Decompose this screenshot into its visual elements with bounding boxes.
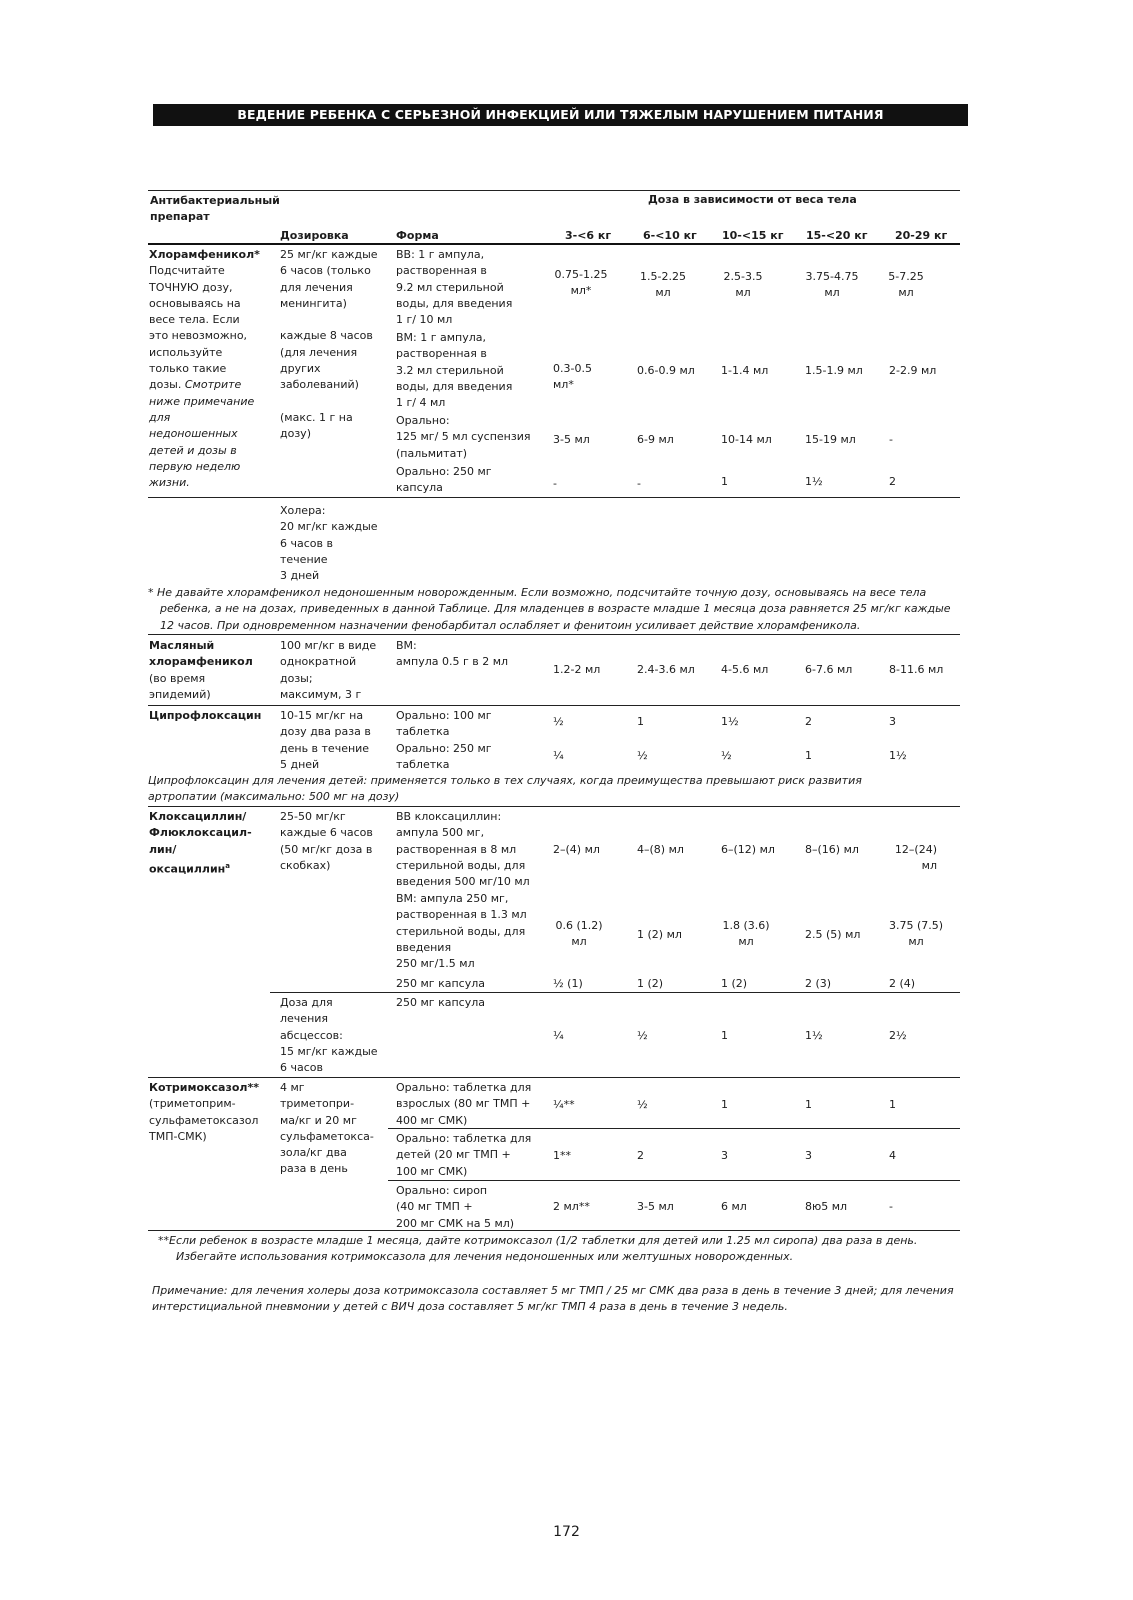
header-weight-2: 6-<10 кг [643,229,697,242]
cotrim-note: Примечание: для лечения холеры доза котримоксазола составляет 5 мг ТМП / 25 мг СМК два раза в день в течение 3 дней; для лечения интерстициальной пневмонии у детей с ВИЧ доза составляет 5 мг/кг ТМП 4 раза в день в течение 3 недель. [152,1284,954,1314]
chloramphenicol-iv-dose-5: 5-7.25 мл [888,270,924,300]
row-rule [388,1180,960,1181]
cotrim-adult-dose-4: 1 [805,1098,812,1111]
chloramphenicol-footnote: * Не давайте хлорамфеникол недоношенным новорожденным. Если возможно, подсчитайте точную дозу, основываясь на весе тела ребенка, а не на дозах, приведенных в данной Таблице. Для младенцев в возрасте младше 1 месяца доза равняется 25 мг/кг каждые 12 часов. При одновременном назначении фенобарбитал ослабляет и фенитоин усиливает действие хлорамфеникола. [148,586,951,632]
chloramphenicol-form-im: ВМ: 1 г ампула, растворенная в 3.2 мл стерильной воды, для введения 1 г/ 4 мл [396,331,513,410]
cipro-dose1-1: ½ [553,715,564,728]
chloramphenicol-iv-dose-1: 0.75-1.25 мл* [554,268,608,298]
cipro-dose2-5: 1½ [889,749,907,762]
chloramphenicol-im-dose-1: 0.3-0.5 мл* [553,362,592,392]
cipro-dose2-4: 1 [805,749,812,762]
cloxa-form-iv: ВВ клоксациллин: ампула 500 мг, растворенная в 8 мл стерильной воды, для введения 500 мг/10 мл [396,810,530,889]
cloxa-abscess-dose-3: 1 [721,1029,728,1042]
cotrim-child-dose-5: 4 [889,1149,896,1162]
page-number: 172 [553,1524,580,1540]
cipro-dose2-1: ¼ [553,749,564,762]
cotrim-form-adult: Орально: таблетка для взрослых (80 мг ТМП + 400 мг СМК) [396,1081,532,1127]
cipro-dose1-2: 1 [637,715,644,728]
cotrim-dosage-cell: 4 мг триметопри- ма/кг и 20 мг сульфаметокса- зола/кг два раза в день [280,1081,374,1176]
chloramphenicol-susp-dose-2: 6-9 мл [637,433,674,446]
header-weight-4: 15-<20 кг [806,229,868,242]
cotrim-child-dose-1: 1** [553,1149,571,1162]
table-top-rule [148,190,960,191]
cotrim-syrup-dose-3: 6 мл [721,1200,747,1213]
cotrim-footnote: **Если ребенок в возрасте младше 1 месяца, дайте котримоксазол (1/2 таблетки для детей или 1.25 мл сиропа) два раза в день. Избегайте использования котримоксазола для лечения недоношенных или желтушных новорожденных. [158,1234,918,1264]
cloxa-caps-dose-2: 1 (2) [637,977,664,990]
chloramphenicol-iv-dose-2: 1.5-2.25 мл [640,270,686,300]
row-rule [148,806,960,807]
oily-dosage-cell: 100 мг/кг в виде однократной дозы; максимум, 3 г [280,639,377,701]
cloxa-abscess-dose-4: 1½ [805,1029,823,1042]
cloxa-abscess-dose-1: ¼ [553,1029,564,1042]
cloxa-im-dose-4: 2.5 (5) мл [805,928,861,941]
cotrim-adult-dose-5: 1 [889,1098,896,1111]
chloramphenicol-form-capsule: Орально: 250 мг капсула [396,465,492,495]
cotrim-form-syrup: Орально: сироп (40 мг ТМП + 200 мг СМК на 5 мл) [396,1184,515,1230]
header-drug: Антибактериальный препарат [150,194,280,224]
header-dose-by-weight: Доза в зависимости от веса тела [648,193,857,206]
oily-form-cell: ВМ: ампула 0.5 г в 2 мл [396,639,509,669]
oily-dose-4: 6-7.6 мл [805,663,853,676]
oily-dose-2: 2.4-3.6 мл [637,663,695,676]
chloramphenicol-iv-dose-4: 3.75-4.75 мл [805,270,859,300]
oily-dose-1: 1.2-2 мл [553,663,601,676]
row-rule [148,634,960,635]
cotrim-child-dose-3: 3 [721,1149,728,1162]
cipro-drug-cell: Ципрофлоксацин [149,709,262,722]
cotrim-form-child: Орально: таблетка для детей (20 мг ТМП + 100 мг СМК) [396,1132,532,1178]
cotrim-syrup-dose-4: 8ю5 мл [805,1200,848,1213]
header-rule [148,243,960,245]
cloxa-abscess-dosage: Доза для лечения абсцессов: 15 мг/кг каждые 6 часов [280,996,378,1075]
cloxa-caps-dose-4: 2 (3) [805,977,832,990]
chloramphenicol-drug-cell: Хлорамфеникол* Подсчитайте ТОЧНУЮ дозу, основываясь на весе тела. Если это невозможно, используйте только такие дозы. Смотрите ниже примечание для недоношенных детей и дозы в первую неделю жизни. [149,248,260,490]
cloxa-caps-dose-3: 1 (2) [721,977,748,990]
header-weight-1: 3-<6 кг [565,229,612,242]
chloramphenicol-susp-dose-5: - [889,433,893,446]
chloramphenicol-susp-dose-3: 10-14 мл [721,433,772,446]
cipro-form-250: Орально: 250 мг таблетка [396,742,492,772]
cloxa-iv-dose-1: 2–(4) мл [553,843,600,856]
cotrim-syrup-dose-2: 3-5 мл [637,1200,674,1213]
cotrim-child-dose-2: 2 [637,1149,644,1162]
chloramphenicol-dosage-cell: 25 мг/кг каждые 6 часов (только для лечения менингита) каждые 8 часов (для лечения других заболеваний) (макс. 1 г на дозу) [280,248,378,441]
cipro-form-100: Орально: 100 мг таблетка [396,709,492,739]
cloxa-iv-dose-3: 6–(12) мл [721,843,775,856]
cloxa-im-dose-5: 3.75 (7.5) мл [888,919,944,949]
cloxa-iv-dose-2: 4–(8) мл [637,843,684,856]
oily-dose-3: 4-5.6 мл [721,663,769,676]
oily-dose-5: 8-11.6 мл [889,663,944,676]
cloxa-im-dose-3: 1.8 (3.6) мл [722,919,770,949]
cipro-dose1-4: 2 [805,715,812,728]
chloramphenicol-caps-dose-1: - [553,477,557,490]
cipro-note: Ципрофлоксацин для лечения детей: применяется только в тех случаях, когда преимущества превышают риск развития артропатии (максимально: 500 мг на дозу) [148,774,862,804]
row-rule [148,497,960,498]
row-rule [388,1128,960,1129]
row-rule [148,1077,960,1078]
chloramphenicol-susp-dose-1: 3-5 мл [553,433,590,446]
cloxa-caps-dose-1: ½ (1) [553,977,583,990]
cipro-dosage-cell: 10-15 мг/кг на дозу два раза в день в течение 5 дней [280,709,371,771]
chloramphenicol-im-dose-4: 1.5-1.9 мл [805,364,863,377]
cotrim-syrup-dose-1: 2 мл** [553,1200,590,1213]
cloxa-caps-dose-5: 2 (4) [889,977,916,990]
header-form: Форма [396,229,439,242]
cloxa-drug-cell: Клоксациллин/ Флюклоксацил- лин/ оксациллин$^a$ [149,810,252,876]
header-dosage: Дозировка [280,229,349,242]
cotrim-adult-dose-3: 1 [721,1098,728,1111]
cotrim-child-dose-4: 3 [805,1149,812,1162]
chloramphenicol-caps-dose-4: 1½ [805,475,823,488]
chloramphenicol-iv-dose-3: 2.5-3.5 мл [723,270,763,300]
page-banner: ВЕДЕНИЕ РЕБЕНКА С СЕРЬЕЗНОЙ ИНФЕКЦИЕЙ ИЛИ ТЯЖЕЛЫМ НАРУШЕНИЕМ ПИТАНИЯ [153,104,968,126]
table-bottom-rule [148,1230,960,1231]
cipro-dose1-5: 3 [889,715,896,728]
chloramphenicol-im-dose-2: 0.6-0.9 мл [637,364,695,377]
cloxa-abscess-dose-5: 2½ [889,1029,907,1042]
chloramphenicol-caps-dose-3: 1 [721,475,728,488]
row-rule [148,705,960,706]
cloxa-abscess-form: 250 мг капсула [396,996,485,1009]
cloxa-form-capsule: 250 мг капсула [396,977,485,990]
cloxa-im-dose-1: 0.6 (1.2) мл [555,919,603,949]
oily-drug-cell: Масляный хлорамфеникол (во время эпидемий) [149,639,253,701]
chloramphenicol-cholera-dosage: Холера: 20 мг/кг каждые 6 часов в течение 3 дней [280,504,378,583]
cloxa-abscess-dose-2: ½ [637,1029,648,1042]
row-rule [270,992,960,993]
cotrim-syrup-dose-5: - [889,1200,893,1213]
cloxa-form-im: ВМ: ампула 250 мг, растворенная в 1.3 мл стерильной воды, для введения 250 мг/1.5 мл [396,892,527,971]
cipro-dose2-3: ½ [721,749,732,762]
chloramphenicol-caps-dose-5: 2 [889,475,896,488]
chloramphenicol-susp-dose-4: 15-19 мл [805,433,856,446]
header-weight-3: 10-<15 кг [722,229,784,242]
chloramphenicol-im-dose-5: 2-2.9 мл [889,364,937,377]
cloxa-iv-dose-5: 12–(24) мл [894,843,937,873]
cotrim-adult-dose-2: ½ [637,1098,648,1111]
header-weight-5: 20-29 кг [895,229,948,242]
cloxa-dosage-cell: 25-50 мг/кг каждые 6 часов (50 мг/кг доза в скобках) [280,810,373,872]
cloxa-iv-dose-4: 8–(16) мл [805,843,859,856]
chloramphenicol-form-suspension: Орально: 125 мг/ 5 мл суспензия (пальмитат) [396,414,531,460]
cipro-dose2-2: ½ [637,749,648,762]
cloxa-im-dose-2: 1 (2) мл [637,928,682,941]
chloramphenicol-form-iv: ВВ: 1 г ампула, растворенная в 9.2 мл стерильной воды, для введения 1 г/ 10 мл [396,248,513,327]
cotrim-adult-dose-1: ¼** [553,1098,575,1111]
chloramphenicol-im-dose-3: 1-1.4 мл [721,364,769,377]
cotrim-drug-cell: Котримоксазол** (триметоприм- сульфаметоксазол ТМП-СМК) [149,1081,259,1143]
cipro-dose1-3: 1½ [721,715,739,728]
chloramphenicol-caps-dose-2: - [637,477,641,490]
